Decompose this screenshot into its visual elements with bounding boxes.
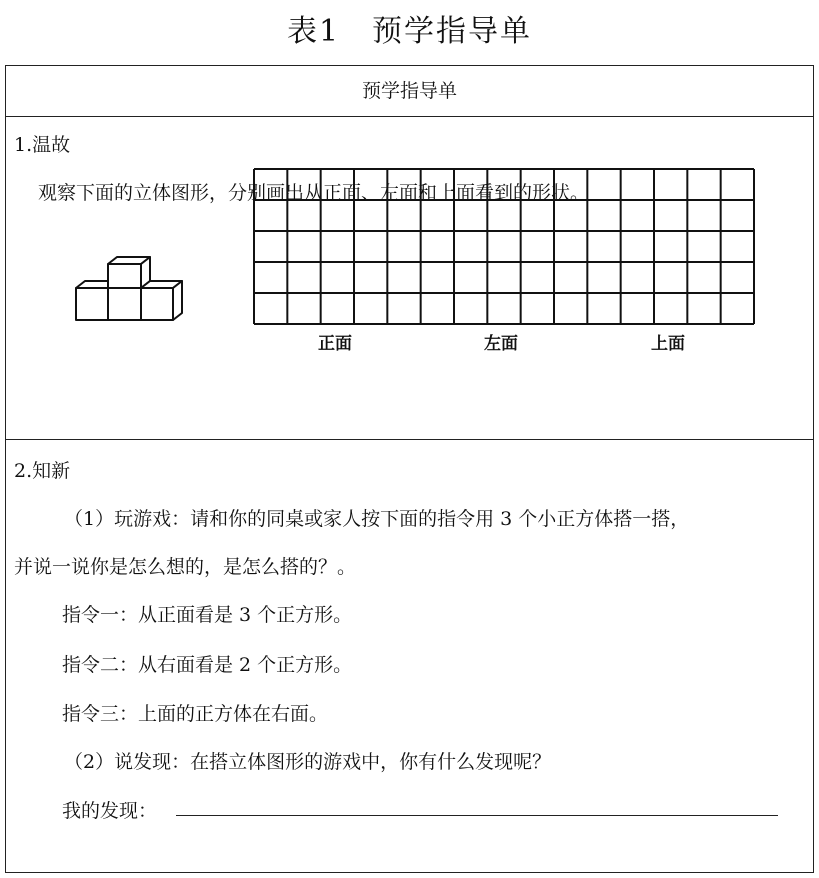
command-2: 指令二：从右面看是 2 个正方形。 [62,654,353,676]
label-left: 左面 [484,334,518,354]
section2-heading: 2.知新 [14,460,71,482]
task1-line2: 并说一说你是怎么想的，是怎么搭的？。 [14,556,357,578]
label-top: 上面 [651,334,685,354]
answer-line[interactable] [176,815,778,816]
drawing-grid[interactable] [252,167,757,327]
section1-instruction: 观察下面的立体图形，分别画出从正面、左面和上面看到的形状。 [38,182,590,204]
cube-figure [74,255,184,325]
task1-line1: （1）玩游戏：请和你的同桌或家人按下面的指令用 3 个小正方体搭一搭， [64,508,690,530]
task2-text: （2）说发现：在搭立体图形的游戏中，你有什么发现呢？ [64,751,552,773]
label-front: 正面 [318,334,352,354]
section1-heading: 1.温故 [14,134,71,156]
table-caption: 表1 预学指导单 [286,14,533,49]
table-title: 预学指导单 [6,66,813,117]
answer-label: 我的发现： [62,800,158,822]
command-1: 指令一：从正面看是 3 个正方形。 [62,604,353,626]
command-3: 指令三：上面的正方体在右面。 [62,703,329,725]
